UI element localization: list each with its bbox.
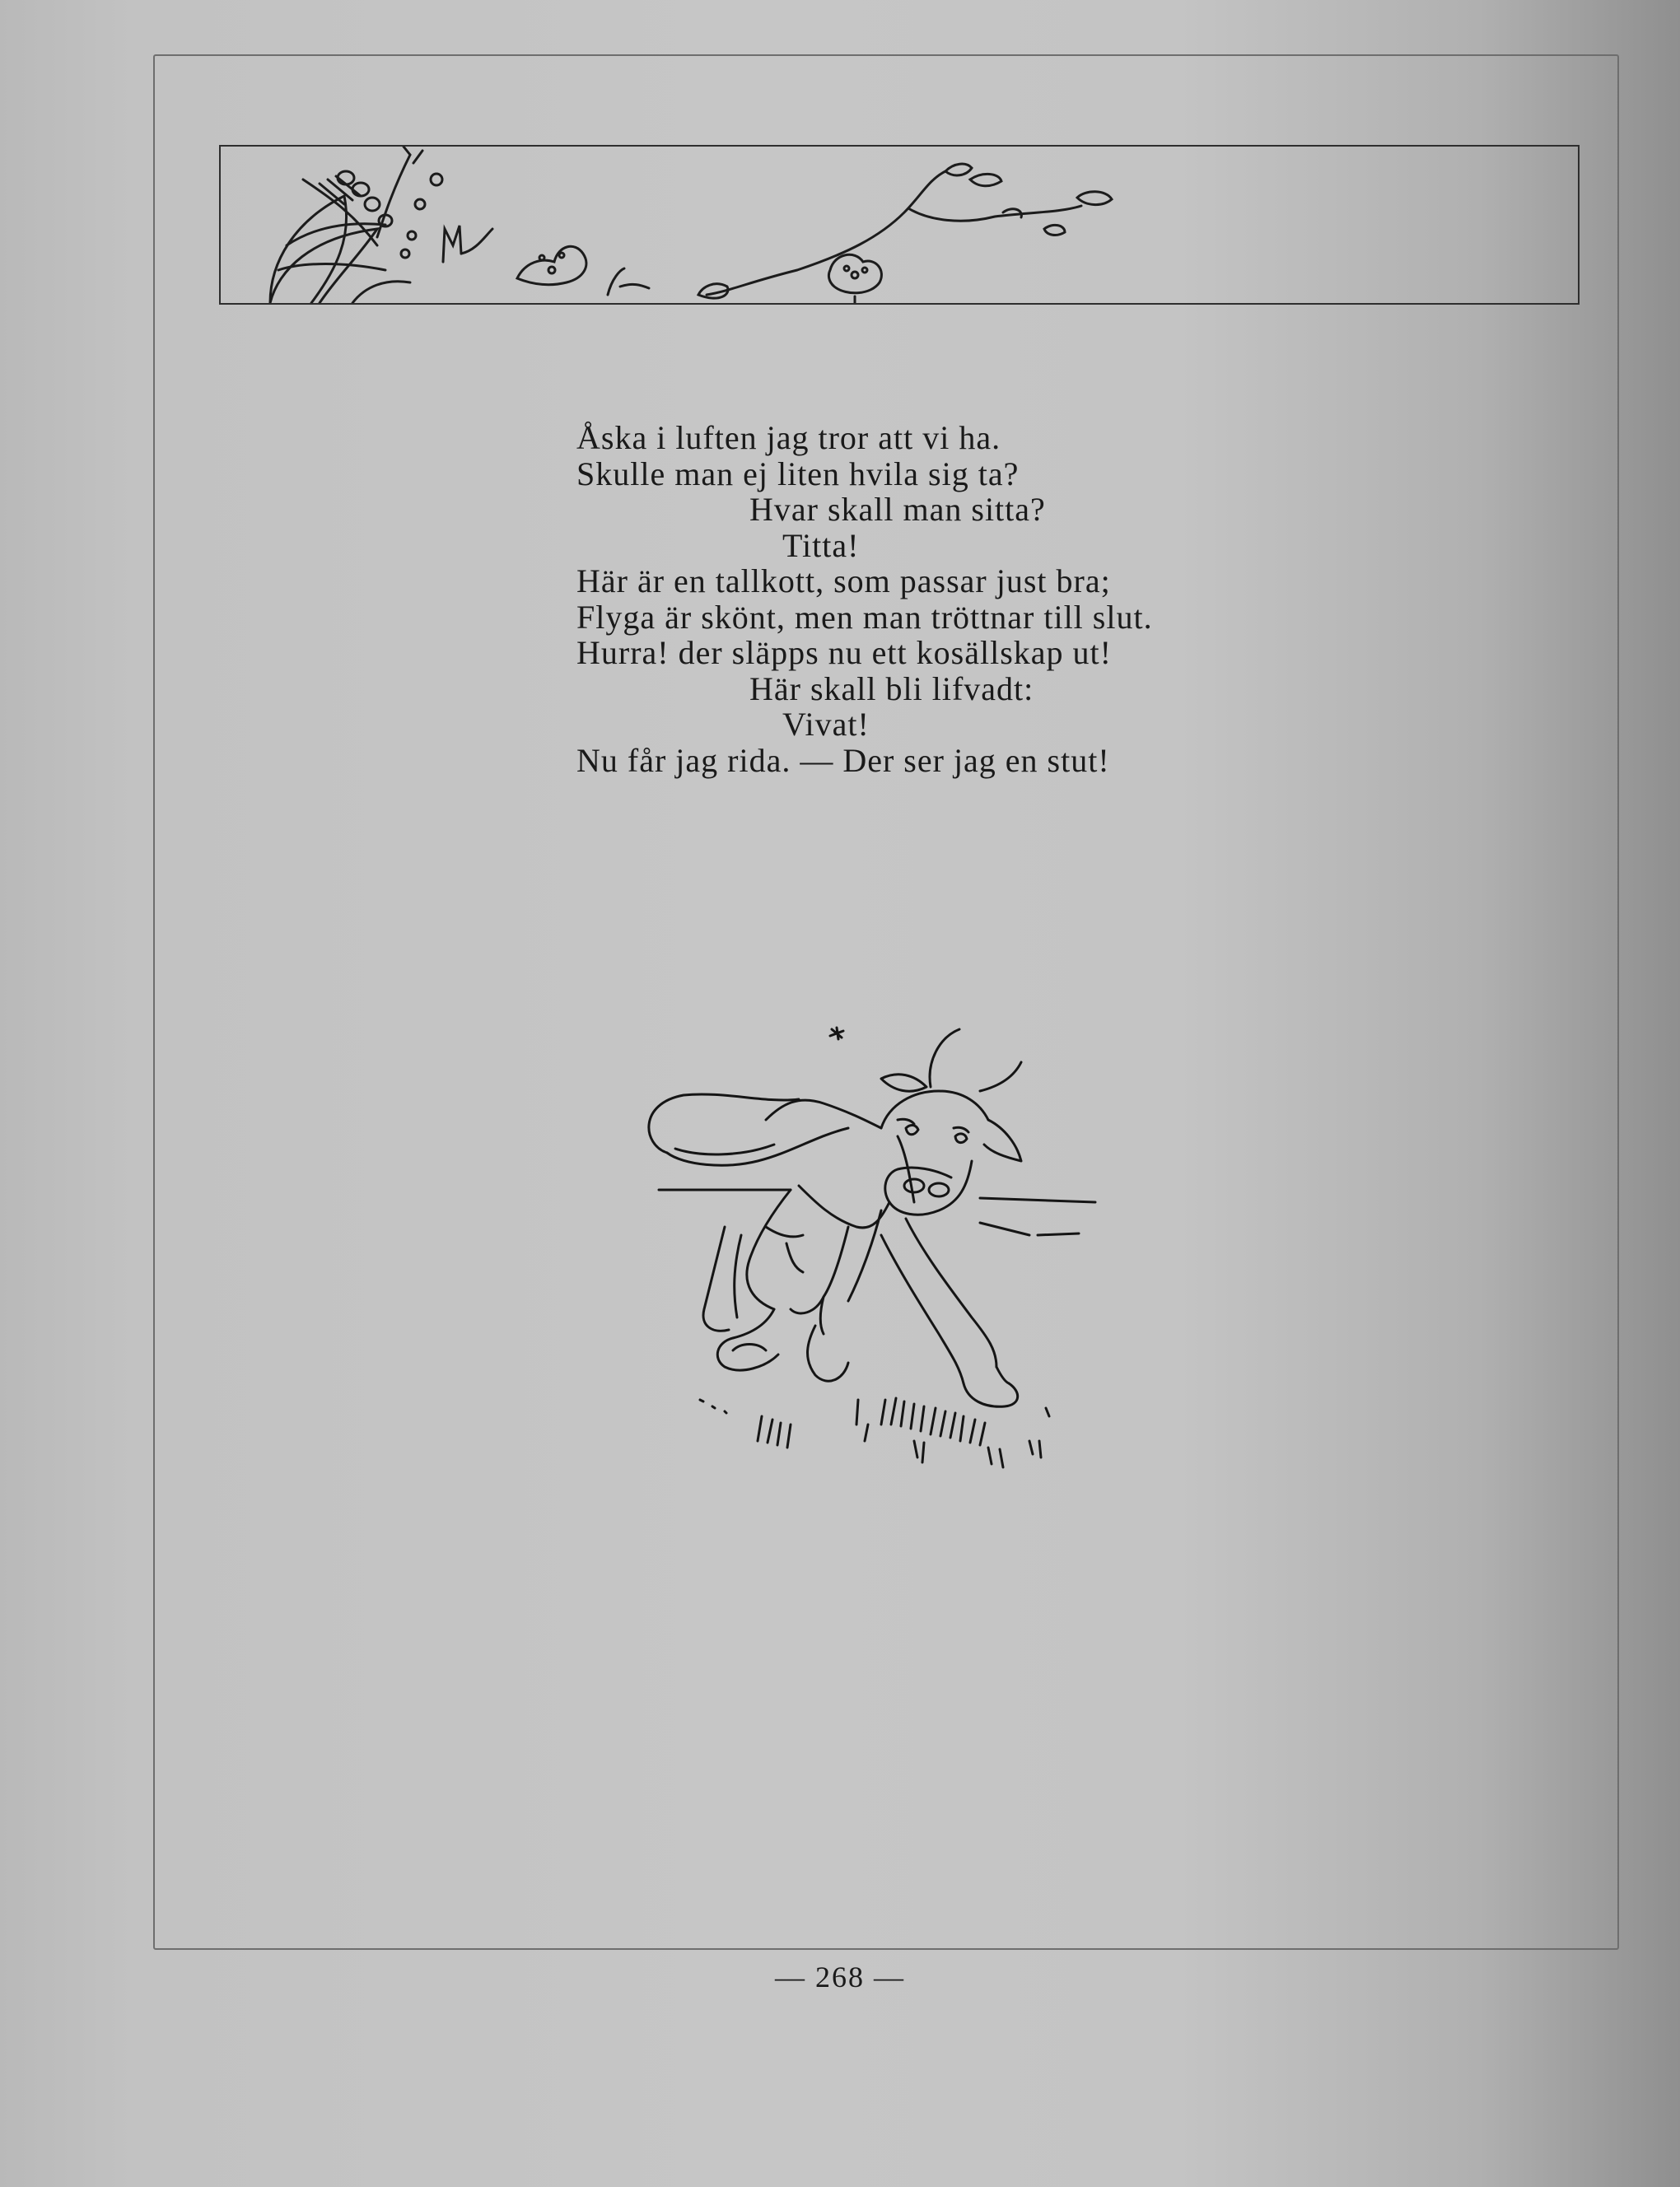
poem-line: Skulle man ej liten hvila sig ta? — [576, 455, 1020, 492]
poem-line: Åska i luften jag tror att vi ha. — [576, 419, 1001, 456]
page-frame-border — [153, 54, 1619, 1950]
poem-line: Hurra! der släpps nu ett kosällskap ut! — [576, 634, 1112, 671]
poem-line: Titta! — [782, 526, 860, 564]
decorative-header-banner — [219, 145, 1580, 305]
poem-line: Flyga är skönt, men man tröttnar till slut. — [576, 598, 1153, 636]
running-cow-drawing — [634, 1013, 1112, 1540]
floral-banner-drawing — [221, 147, 1578, 303]
cow-illustration — [634, 1013, 1112, 1540]
poem-line: Här är en tallkott, som passar just bra; — [576, 562, 1111, 599]
poem-line: Här skall bli lifvadt: — [749, 669, 1034, 707]
poem-line: Hvar skall man sitta? — [749, 491, 1046, 528]
poem-line: Nu får jag rida. — Der ser jag en stut! — [576, 741, 1110, 779]
poem-text — [576, 420, 1285, 778]
poem-line: Vivat! — [782, 706, 870, 743]
page-number: — 268 — — [775, 1961, 905, 1993]
